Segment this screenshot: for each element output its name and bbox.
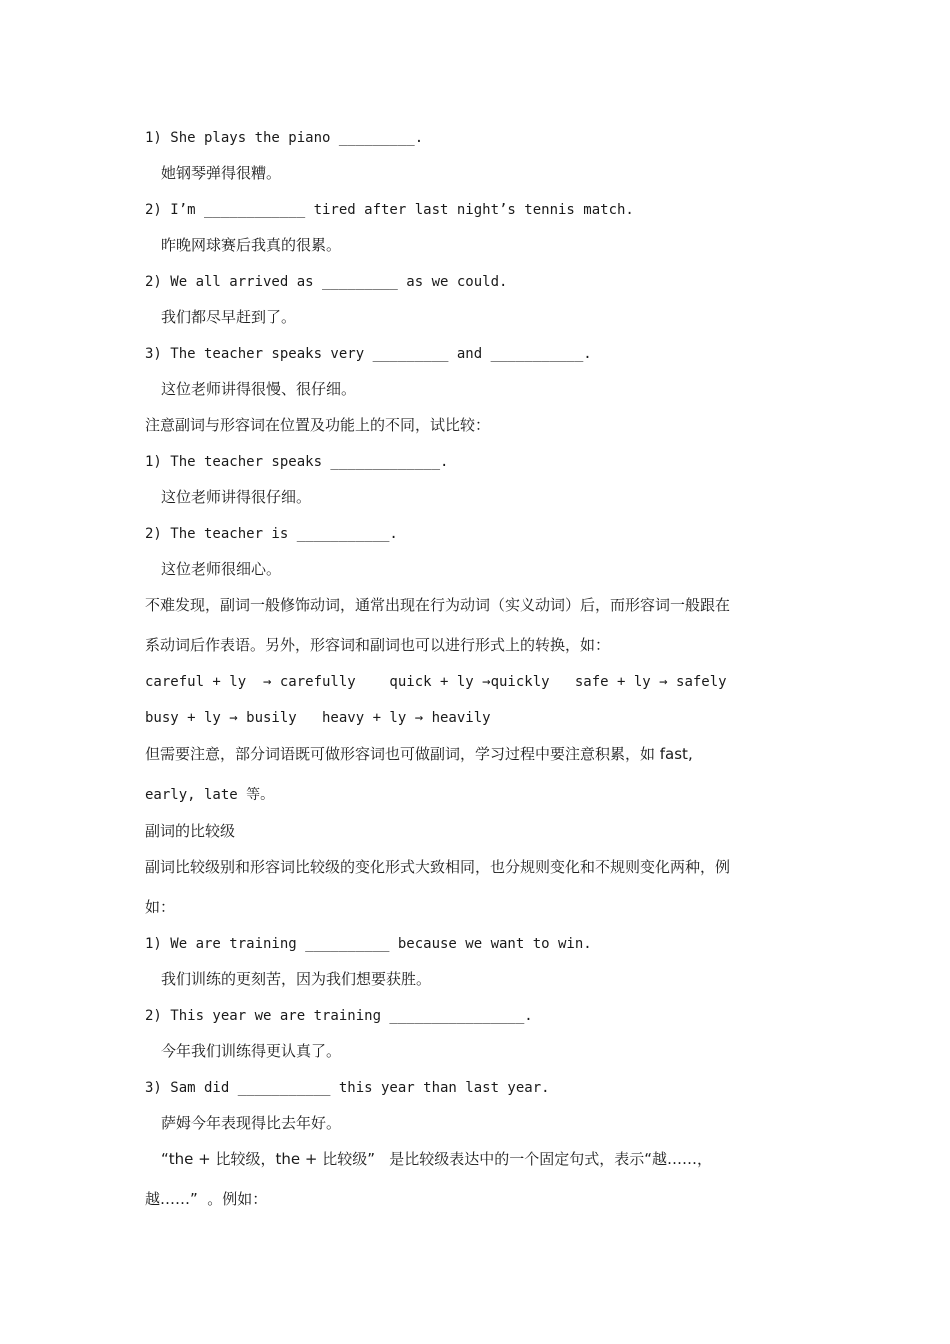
exercise-sentence: 3) The teacher speaks very _________ and ___________. (145, 346, 592, 362)
translation-line: 这位老师讲得很仔细。 (161, 488, 312, 506)
exercise-sentence: 3) Sam did ___________ this year than last year. (145, 1080, 550, 1096)
translation-line: 我们训练的更刻苦，因为我们想要获胜。 (161, 970, 432, 988)
explanation-paragraph: 如： (145, 898, 176, 916)
translation-line: 今年我们训练得更认真了。 (161, 1042, 342, 1060)
exercise-sentence: 1) The teacher speaks _____________. (145, 454, 449, 470)
section-heading: 副词的比较级 (145, 822, 236, 840)
explanation-paragraph: 副词比较级别和形容词比较级的变化形式大致相同，也分规则变化和不规则变化两种，例 (145, 858, 731, 876)
exercise-sentence: 2) This year we are training ________________. (145, 1008, 533, 1024)
explanation-paragraph: 不难发现，副词一般修饰动词，通常出现在行为动词（实义动词）后，而形容词一般跟在 (145, 596, 731, 614)
exercise-sentence: 2) I’m ____________ tired after last night’s tennis match. (145, 202, 634, 218)
translation-line: 昨晚网球赛后我真的很累。 (161, 236, 342, 254)
translation-line: 这位老师很细心。 (161, 560, 282, 578)
translation-line: 她钢琴弹得很糟。 (161, 164, 282, 182)
translation-line: 我们都尽早赶到了。 (161, 308, 297, 326)
exercise-sentence: 1) She plays the piano _________. (145, 130, 424, 146)
explanation-paragraph: early, late 等。 (145, 787, 275, 803)
translation-line: 这位老师讲得很慢、很仔细。 (161, 380, 357, 398)
exercise-sentence: 2) We all arrived as _________ as we could. (145, 274, 508, 290)
translation-line: 萨姆今年表现得比去年好。 (161, 1114, 342, 1132)
explanation-paragraph: 系动词后作表语。另外，形容词和副词也可以进行形式上的转换，如： (145, 636, 611, 654)
explanation-paragraph: 注意副词与形容词在位置及功能上的不同，试比较： (145, 416, 491, 434)
conversion-examples: careful + ly → carefully quick + ly →quickly safe + ly → safely (145, 674, 727, 690)
exercise-sentence: 1) We are training __________ because we want to win. (145, 936, 592, 952)
conversion-examples: busy + ly → busily heavy + ly → heavily (145, 710, 491, 726)
explanation-paragraph: 越……” 。例如： (145, 1190, 268, 1208)
explanation-paragraph: 但需要注意，部分词语既可做形容词也可做副词，学习过程中要注意积累，如 fast, (145, 745, 693, 763)
explanation-paragraph: “the + 比较级，the + 比较级” 是比较级表达中的一个固定句式，表示“越……， (161, 1150, 713, 1168)
exercise-sentence: 2) The teacher is ___________. (145, 526, 398, 542)
